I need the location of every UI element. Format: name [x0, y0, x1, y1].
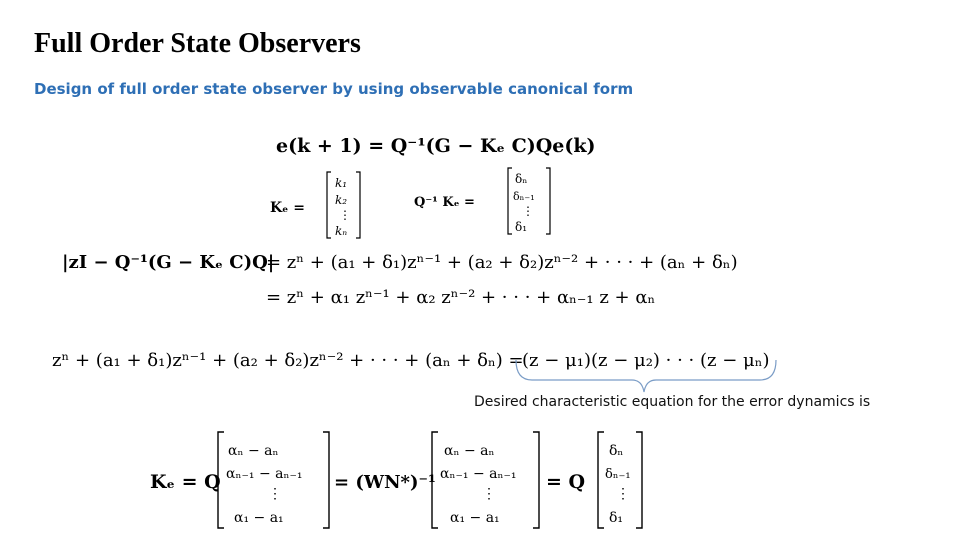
brace-annotation: Desired characteristic equation for the error dynamics is	[474, 394, 871, 410]
slide-title: Full Order State Observers	[34, 28, 361, 59]
gain-vector-2-entry: ⋮	[482, 486, 496, 502]
gain-vector-3-entry: ⋮	[616, 486, 630, 502]
q-inverse-ke-entry: δₙ	[515, 172, 528, 186]
ke-entry: k₁	[335, 176, 348, 190]
ke-entry: k₂	[335, 193, 348, 207]
ke-entry: kₙ	[335, 224, 348, 238]
gain-vector-1-entry: ⋮	[268, 486, 282, 502]
q-inverse-ke-label: Q⁻¹ Kₑ =	[414, 195, 475, 210]
slide-subtitle: Design of full order state observer by using observable canonical form	[34, 80, 634, 98]
q-inverse-ke-entry: δ₁	[515, 220, 528, 234]
error-dynamics-equation: e(k + 1) = Q⁻¹(G − Kₑ C)Qe(k)	[276, 135, 596, 157]
gain-lhs: Kₑ = Q	[150, 471, 221, 493]
q-inverse-ke-entry: δₙ₋₁	[513, 190, 535, 203]
gain-vector-2-entry: αₙ₋₁ − aₙ₋₁	[440, 466, 517, 482]
gain-middle: = (WN*)⁻¹	[334, 472, 436, 493]
gain-vector-3-entry: δ₁	[609, 510, 624, 526]
q-inverse-ke-entry: ⋮	[522, 204, 534, 218]
ke-label: Kₑ =	[270, 200, 305, 216]
gain-vector-1-entry: αₙ₋₁ − aₙ₋₁	[226, 466, 303, 482]
gain-equals-q: = Q	[546, 471, 586, 493]
desired-equation-lhs: zⁿ + (a₁ + δ₁)zⁿ⁻¹ + (a₂ + δ₂)zⁿ⁻² + · · · + (aₙ + δₙ) =	[52, 350, 524, 371]
gain-vector-2-entry: αₙ − aₙ	[444, 443, 495, 459]
gain-vector-1-entry: αₙ − aₙ	[228, 443, 279, 459]
gain-vector-1-entry: α₁ − a₁	[234, 510, 284, 526]
gain-vector-2-entry: α₁ − a₁	[450, 510, 500, 526]
desired-equation-rhs: (z − μ₁)(z − μ₂) · · · (z − μₙ)	[522, 350, 770, 371]
ke-entry: ⋮	[339, 208, 351, 222]
char-poly-line-2: = zⁿ + α₁ zⁿ⁻¹ + α₂ zⁿ⁻² + · · · + αₙ₋₁ z + αₙ	[266, 287, 656, 308]
gain-vector-3-entry: δₙ	[609, 443, 624, 459]
char-poly-line-1: = zⁿ + (a₁ + δ₁)zⁿ⁻¹ + (a₂ + δ₂)zⁿ⁻² + · · · + (aₙ + δₙ)	[266, 252, 738, 273]
char-poly-lhs: |zI − Q⁻¹(G − Kₑ C)Q|	[62, 252, 275, 273]
gain-vector-3-entry: δₙ₋₁	[605, 467, 631, 482]
